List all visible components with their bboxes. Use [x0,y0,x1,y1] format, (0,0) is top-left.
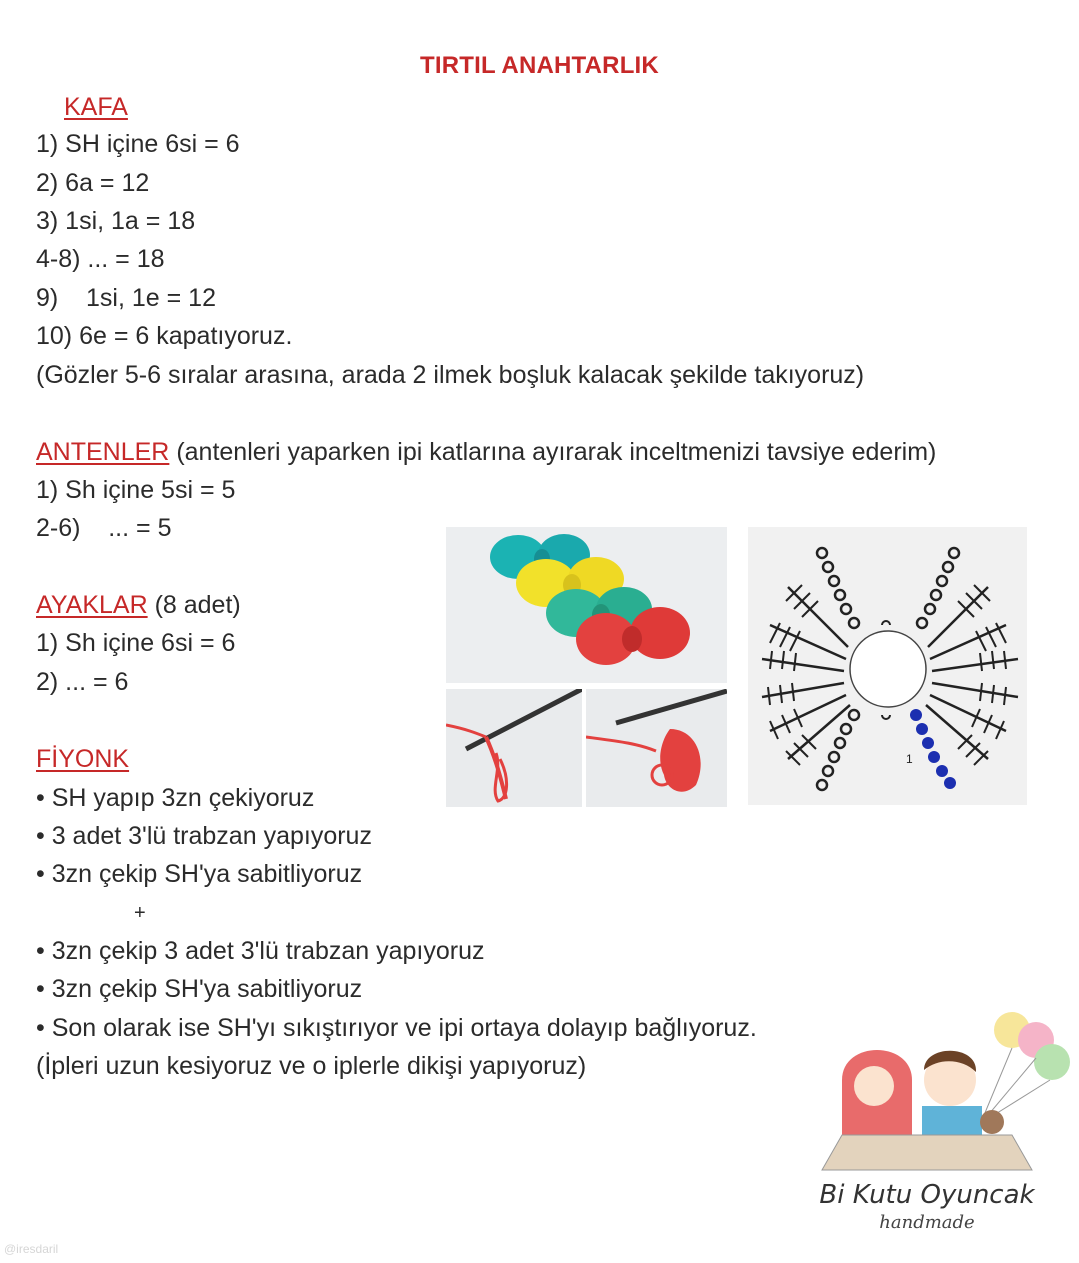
kids-box-logo-illustration [812,1010,1072,1180]
page-title: TIRTIL ANAHTARLIK [420,52,659,79]
fiyonk-line-6: • Son olarak ise SH'yı sıkıştırıyor ve ipi ortaya dolayıp bağlıyoruz. [36,1014,757,1042]
section-heading-ayaklar: AYAKLAR [36,591,148,619]
antenler-heading-row [36,437,936,467]
antenler-line-2: 2-6) ... = 5 [36,514,172,542]
kafa-line-1: 1) SH içine 6si = 6 [36,130,240,158]
brand-name: Bi Kutu Oyuncak [819,1180,1035,1210]
bow-photo-main [446,527,727,683]
crochet-step-photo-2 [586,689,727,807]
antenler-line-1: 1) Sh içine 5si = 5 [36,476,236,504]
fiyonk-line-1: • SH yapıp 3zn çekiyoruz [36,784,315,812]
fiyonk-line-3: • 3zn çekip SH'ya sabitliyoruz [36,860,363,888]
fiyonk-line-5: • 3zn çekip SH'ya sabitliyoruz [36,975,363,1003]
crochet-bows-image [446,527,727,683]
chart-start-label: 1 [906,752,913,766]
fiyonk-line-2: • 3 adet 3'lü trabzan yapıyoruz [36,822,372,850]
crochet-symbol-chart [748,527,1027,805]
ayaklar-note: (8 adet) [147,591,241,619]
section-heading-kafa: KAFA [64,93,128,121]
kafa-note: (Gözler 5-6 sıralar arasına, arada 2 ilmek boşluk kalacak şekilde takıyoruz) [36,361,865,389]
brand-tagline: handmade [879,1212,975,1233]
kafa-line-6: 10) 6e = 6 kapatıyoruz. [36,322,293,350]
fiyonk-note: (İpleri uzun kesiyoruz ve o iplerle dikişi yapıyoruz) [36,1052,587,1080]
fiyonk-line-4: • 3zn çekip 3 adet 3'lü trabzan yapıyoruz [36,937,485,965]
crochet-chart-diagram [748,527,1027,805]
fiyonk-plus: + [134,902,146,924]
ayaklar-line-2: 2) ... = 6 [36,668,129,696]
ayaklar-heading-row [36,590,241,620]
bow-photo-collage [446,527,727,807]
section-heading-antenler: ANTENLER [36,438,170,466]
antenler-note: (antenleri yaparken ipi katlarına ayırarak inceltmenizi tavsiye ederim) [169,438,937,466]
ayaklar-line-1: 1) Sh içine 6si = 6 [36,629,236,657]
kafa-line-5: 9) 1si, 1e = 12 [36,284,216,312]
brand-logo [812,1010,1072,1240]
watermark: @iresdaril [4,1242,59,1256]
kafa-line-2: 2) 6a = 12 [36,169,150,197]
section-heading-fiyonk: FİYONK [36,745,130,773]
kafa-line-4: 4-8) ... = 18 [36,245,165,273]
crochet-step-photo-1 [446,689,582,807]
kafa-line-3: 3) 1si, 1a = 18 [36,207,196,235]
